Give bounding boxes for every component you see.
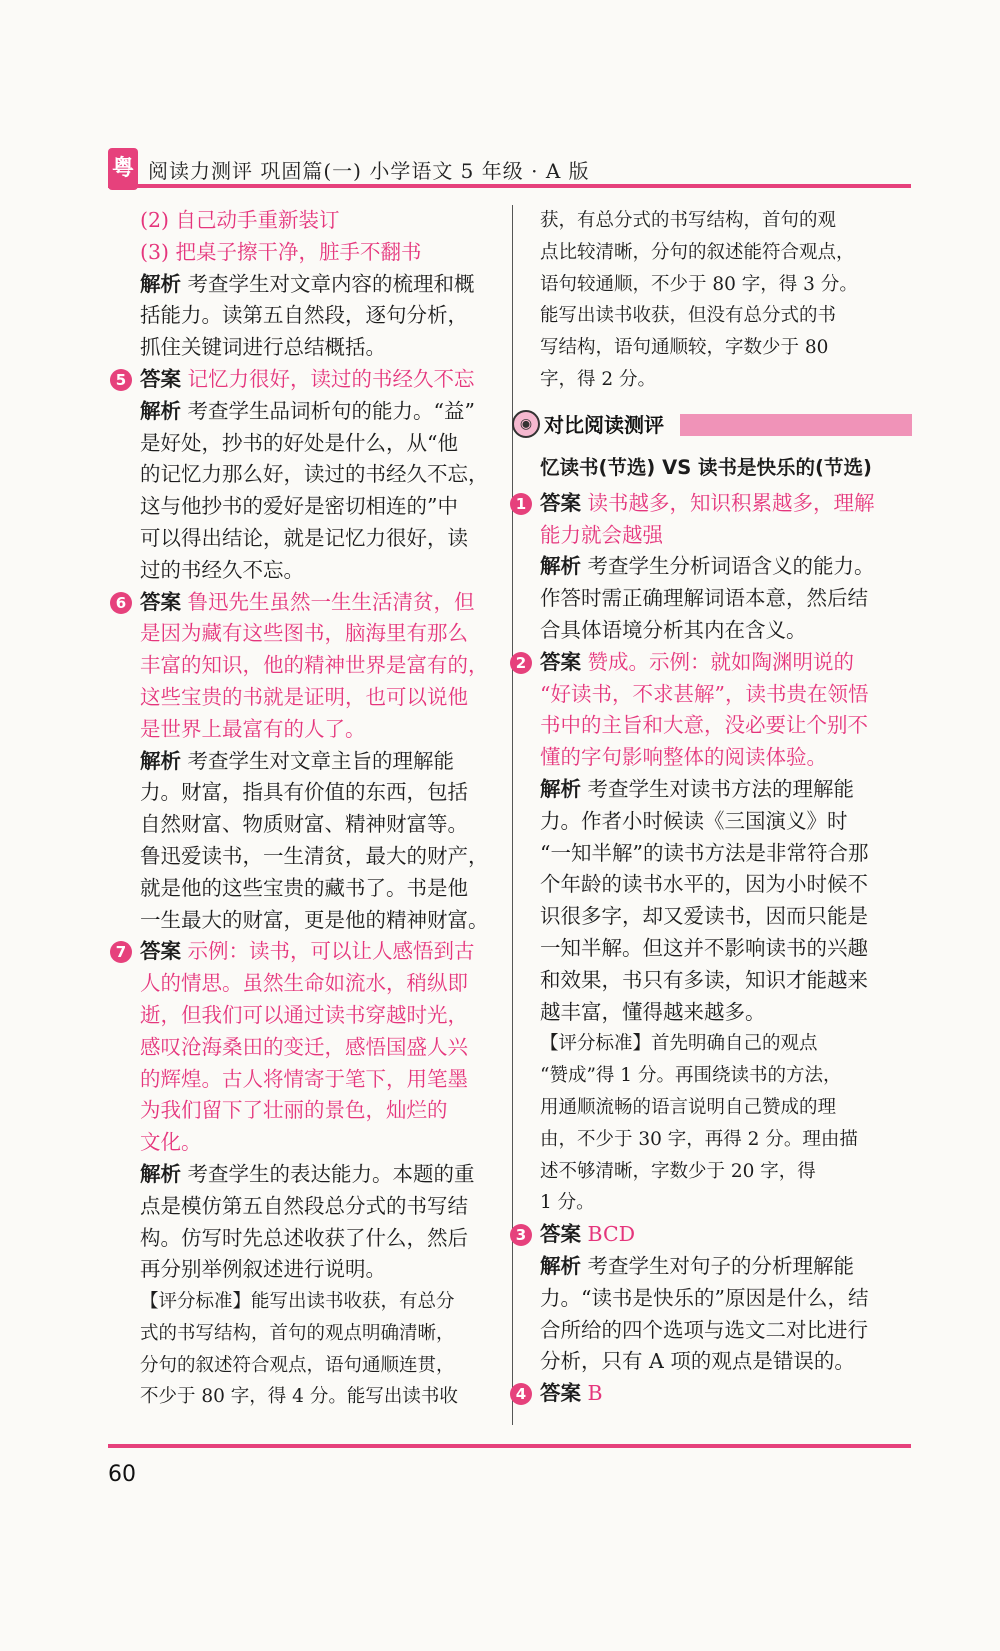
line-text: 再分别举例叙述进行说明。 — [140, 1257, 386, 1282]
text-line — [140, 396, 490, 428]
line-text: 考查学生对读书方法的理解能 — [581, 776, 855, 801]
answer-label: 答案 — [540, 1381, 581, 1406]
line-text: 语句较通顺，不少于 80 字，得 3 分。 — [540, 273, 858, 295]
text-line — [140, 873, 490, 905]
text-line — [140, 1127, 490, 1159]
text-line — [540, 774, 912, 806]
text-line — [540, 869, 912, 901]
answer-label: 答案 — [540, 649, 581, 674]
line-text: 作答时需正确理解词语本意，然后结 — [540, 586, 868, 611]
text-line — [140, 714, 490, 746]
text-line — [540, 679, 912, 711]
answer-label: 答案 — [140, 939, 181, 964]
text-line — [140, 428, 490, 460]
left-column — [115, 205, 490, 1413]
text-line — [540, 1346, 912, 1378]
text-line — [540, 1283, 912, 1315]
line-text: 的记忆力那么好，读过的书经久不忘， — [140, 462, 489, 487]
text-line — [540, 520, 912, 552]
text-line — [140, 1223, 490, 1255]
line-text: 感叹沧海桑田的变迁，感悟国盛人兴 — [140, 1034, 468, 1059]
line-text: 是好处，抄书的好处是什么，从“他 — [140, 430, 458, 455]
text-line — [540, 1251, 912, 1283]
line-text: 书中的主旨和大意，没必要让个别不 — [540, 713, 868, 738]
analysis-label: 解析 — [140, 1161, 181, 1186]
line-text: 抓住关键词进行总结概括。 — [140, 335, 386, 360]
line-text: “好读书，不求甚解”，读书贵在领悟 — [540, 681, 869, 706]
line-text: 越丰富，懂得越来越多。 — [540, 999, 766, 1024]
text-line — [140, 1381, 490, 1413]
text-line — [540, 710, 912, 742]
line-text: 力。财富，指具有价值的东西，包括 — [140, 780, 468, 805]
line-text: 分析，只有 A 项的观点是错误的。 — [540, 1349, 855, 1374]
line-text: 点比较清晰，分句的叙述能符合观点， — [540, 241, 855, 263]
line-text: 示例：读书，可以让人感悟到古 — [181, 939, 475, 964]
line-text: 一生最大的财富，更是他的精神财富。 — [140, 907, 489, 932]
text-line — [140, 650, 490, 682]
text-line — [540, 269, 912, 301]
analysis-label: 解析 — [140, 271, 181, 296]
mascot-icon: ◉ — [512, 410, 540, 438]
text-line — [540, 806, 912, 838]
line-text: 构。仿写时先总述收获了什么，然后 — [140, 1225, 468, 1250]
line-text: 鲁迅爱读书，一生清贫，最大的财产， — [140, 843, 489, 868]
line-text: 考查学生对句子的分析理解能 — [581, 1253, 855, 1278]
text-line — [140, 777, 490, 809]
text-line — [140, 1254, 490, 1286]
line-text: 这些宝贵的书就是证明，也可以说他 — [140, 684, 468, 709]
line-text: 【评分标准】首先明确自己的观点 — [540, 1033, 818, 1055]
bottom-rule — [108, 1444, 911, 1448]
text-line — [540, 205, 912, 237]
line-text: BCD — [581, 1222, 636, 1247]
text-line — [140, 905, 490, 937]
line-text: 记忆力很好，读过的书经久不忘 — [181, 366, 475, 391]
text-line — [140, 205, 490, 237]
line-text: 是因为藏有这些图书，脑海里有那么 — [140, 621, 468, 646]
line-text: 识很多字，却又爱读书，因而只能是 — [540, 904, 868, 929]
line-text: 赞成。示例：就如陶渊明说的 — [581, 649, 855, 674]
line-text: 括能力。读第五自然段，逐句分析， — [140, 303, 468, 328]
answer-label: 答案 — [540, 490, 581, 515]
text-line — [540, 615, 912, 647]
section-title-bar — [680, 414, 912, 436]
line-text: 合具体语境分析其内在含义。 — [540, 617, 807, 642]
text-line — [140, 1064, 490, 1096]
question-number-badge: 4 — [510, 1383, 532, 1405]
line-text: 考查学生对文章主旨的理解能 — [181, 748, 455, 773]
answer-label: 答案 — [140, 366, 181, 391]
text-line — [140, 332, 490, 364]
analysis-label: 解析 — [140, 398, 181, 423]
line-text: 考查学生对文章内容的梳理和概 — [181, 271, 475, 296]
line-text: 考查学生的表达能力。本题的重 — [181, 1161, 475, 1186]
text-line — [140, 1191, 490, 1223]
line-text: 获，有总分式的书写结构，首句的观 — [540, 210, 837, 231]
text-line — [140, 269, 490, 301]
line-text: 可以得出结论，就是记忆力很好，读 — [140, 525, 468, 550]
line-text: 不少于 80 字，得 4 分。能写出读书收 — [140, 1386, 458, 1408]
question-number-badge: 7 — [110, 941, 132, 963]
line-text: 就是他的这些宝贵的藏书了。书是他 — [140, 875, 468, 900]
question-answer-line — [515, 647, 912, 679]
text-line — [140, 809, 490, 841]
right-top-lines — [540, 205, 912, 396]
line-text: “赞成”得 1 分。再围绕读书的方法， — [540, 1065, 842, 1087]
right-column — [515, 205, 912, 1410]
text-line — [540, 1187, 912, 1219]
top-rule — [108, 184, 911, 188]
text-line — [140, 237, 490, 269]
line-text: 鲁迅先生虽然一生生活清贫，但 — [181, 589, 475, 614]
line-text: 用通顺流畅的语言说明自己赞成的理 — [540, 1096, 837, 1118]
text-line — [540, 901, 912, 933]
line-text: (2) 自己动手重新装订 — [140, 208, 340, 232]
question-answer-line — [515, 1378, 912, 1410]
question-number-badge: 6 — [110, 592, 132, 614]
question-number-badge: 1 — [510, 493, 532, 515]
text-line — [140, 1000, 490, 1032]
line-text: 力。作者小时候读《三国演义》时 — [540, 808, 848, 833]
line-text: 分句的叙述符合观点，语句通顺连贯， — [140, 1354, 455, 1376]
line-text: 由，不少于 30 字，再得 2 分。理由描 — [540, 1128, 858, 1150]
text-line — [540, 1315, 912, 1347]
analysis-label: 解析 — [140, 748, 181, 773]
line-text: 点是模仿第五自然段总分式的书写结 — [140, 1193, 468, 1218]
text-line — [540, 1092, 912, 1124]
text-line — [140, 841, 490, 873]
line-text: 文化。 — [140, 1130, 202, 1155]
comparison-subtitle: 忆读书(节选) VS 读书是快乐的(节选) — [540, 455, 872, 479]
page-number: 60 — [108, 1462, 136, 1487]
section-title: 对比阅读测评 — [544, 412, 664, 437]
text-line — [140, 1286, 490, 1318]
region-badge-icon: 粤 — [108, 148, 138, 190]
text-line — [140, 1350, 490, 1382]
text-line — [140, 1032, 490, 1064]
line-text: 1 分。 — [540, 1192, 595, 1214]
section-header — [519, 404, 912, 448]
question-number-badge: 5 — [110, 369, 132, 391]
line-text: 考查学生分析词语含义的能力。 — [581, 554, 875, 579]
line-text: 一知半解。但这并不影响读书的兴趣 — [540, 935, 868, 960]
line-text: 逝，但我们可以通过读书穿越时光， — [140, 1002, 468, 1027]
text-line — [140, 491, 490, 523]
text-line — [540, 1156, 912, 1188]
line-text: 读书越多，知识积累越多，理解 — [581, 490, 875, 515]
text-line — [140, 682, 490, 714]
text-line — [540, 997, 912, 1029]
text-line — [540, 583, 912, 615]
text-line — [540, 742, 912, 774]
text-line — [140, 555, 490, 587]
line-text: 懂的字句影响整体的阅读体验。 — [540, 745, 827, 770]
question-number-badge: 2 — [510, 652, 532, 674]
text-line — [540, 1060, 912, 1092]
text-line — [540, 1124, 912, 1156]
line-text: 字，得 2 分。 — [540, 368, 657, 390]
text-line — [140, 523, 490, 555]
line-text: “一知半解”的读书方法是非常符合那 — [540, 840, 869, 865]
text-line — [140, 1095, 490, 1127]
question-answer-line — [515, 488, 912, 520]
line-text: 过的书经久不忘。 — [140, 557, 304, 582]
line-text: 自然财富、物质财富、精神财富等。 — [140, 812, 468, 837]
text-line — [140, 459, 490, 491]
line-text: 是世界上最富有的人了。 — [140, 716, 366, 741]
text-line — [140, 746, 490, 778]
text-line — [540, 237, 912, 269]
line-text: 考查学生品词析句的能力。“益” — [181, 398, 475, 423]
line-text: 【评分标准】能写出读书收获，有总分 — [140, 1291, 455, 1313]
text-line — [540, 1028, 912, 1060]
line-text: 合所给的四个选项与选文二对比进行 — [540, 1317, 868, 1342]
question-answer-line — [515, 1219, 912, 1251]
question-answer-line — [115, 364, 490, 396]
text-line — [140, 1318, 490, 1350]
right-body-lines — [515, 488, 912, 1410]
line-text: 式的书写结构，首句的观点明确清晰， — [140, 1322, 455, 1344]
line-text: (3) 把桌子擦干净，脏手不翻书 — [140, 239, 422, 264]
text-line — [140, 618, 490, 650]
line-text: 力。“读书是快乐的”原因是什么，结 — [540, 1285, 869, 1310]
line-text: 能写出读书收获，但没有总分式的书 — [540, 305, 837, 327]
question-answer-line — [115, 587, 490, 619]
text-line — [140, 1159, 490, 1191]
text-line — [140, 300, 490, 332]
analysis-label: 解析 — [540, 1253, 581, 1278]
text-line — [540, 933, 912, 965]
line-text: 的辉煌。古人将情寄于笔下，用笔墨 — [140, 1066, 468, 1091]
line-text: B — [581, 1381, 603, 1406]
line-text: 人的情思。虽然生命如流水，稍纵即 — [140, 971, 468, 996]
question-number-badge: 3 — [510, 1224, 532, 1246]
text-line — [540, 364, 912, 396]
line-text: 个年龄的读书水平的，因为小时候不 — [540, 872, 868, 897]
text-line — [540, 300, 912, 332]
text-line — [540, 332, 912, 364]
line-text: 述不够清晰，字数少于 20 字，得 — [540, 1160, 816, 1182]
line-text: 丰富的知识，他的精神世界是富有的， — [140, 653, 489, 678]
text-line — [540, 838, 912, 870]
line-text: 和效果，书只有多读，知识才能越来 — [540, 967, 868, 992]
running-header: 阅读力测评 巩固篇(一) 小学语文 5 年级 · A 版 — [148, 159, 590, 183]
line-text: 这与他抄书的爱好是密切相连的”中 — [140, 494, 458, 519]
text-line — [540, 965, 912, 997]
text-line — [140, 968, 490, 1000]
text-line — [540, 551, 912, 583]
analysis-label: 解析 — [540, 554, 581, 579]
answer-label: 答案 — [140, 589, 181, 614]
line-text: 写结构，语句通顺较，字数少于 80 — [540, 337, 829, 359]
line-text: 为我们留下了壮丽的景色，灿烂的 — [140, 1098, 448, 1123]
analysis-label: 解析 — [540, 776, 581, 801]
answer-label: 答案 — [540, 1222, 581, 1247]
line-text: 能力就会越强 — [540, 522, 663, 547]
question-answer-line — [115, 936, 490, 968]
